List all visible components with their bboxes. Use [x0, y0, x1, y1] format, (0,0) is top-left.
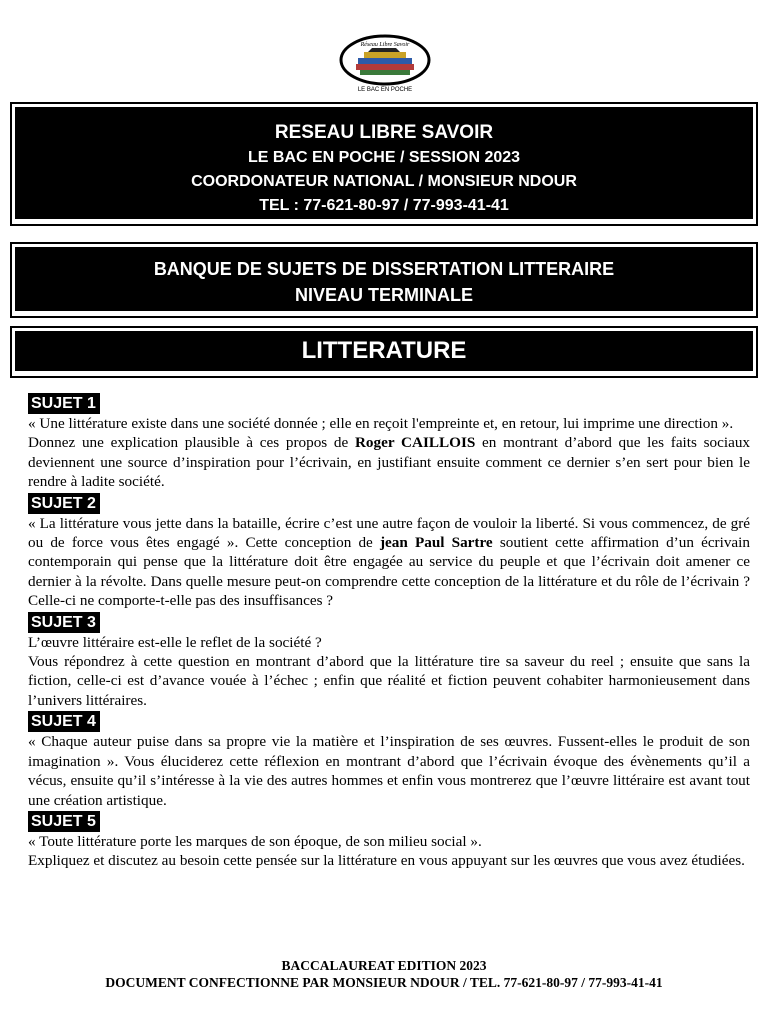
- subject-5: [28, 810, 750, 871]
- subject-2: [28, 492, 750, 611]
- footer-edition: BACCALAUREAT EDITION 2023: [281, 958, 487, 973]
- subject-label: SUJET 4: [28, 711, 100, 732]
- subject-instructions: Donnez une explication plausible à ces propos de Roger CAILLOIS en montrant d’abord que les faits sociaux deviennent une source d’inspiration pour l’écrivain, en justifiant ensuite comment ce dernier s’en sert pour bien le rendre à ladite société.: [28, 434, 751, 491]
- footer-credits: DOCUMENT CONFECTIONNE PAR MONSIEUR NDOUR / TEL. 77-621-80-97 / 77-993-41-41: [105, 975, 663, 990]
- phone-line: TEL : 77-621-80-97 / 77-993-41-41: [259, 197, 509, 214]
- subject-label: SUJET 3: [28, 612, 100, 633]
- subject-4: [28, 710, 750, 810]
- subject-quote: « Une littérature existe dans une société donnée ; elle en reçoit l'empreinte et, en retour, lui imprime une direction ».: [28, 415, 734, 432]
- books-logo-icon: [334, 34, 436, 94]
- author-name: jean Paul Sartre: [379, 534, 493, 552]
- bank-title: BANQUE DE SUJETS DE DISSERTATION LITTERAIRE: [153, 259, 615, 279]
- session-line: LE BAC EN POCHE / SESSION 2023: [247, 149, 521, 166]
- subject-1: [28, 392, 750, 492]
- subject-instructions: Vous répondrez à cette question en montrant d’abord que la littérature tire sa saveur du reel ; ensuite que sans la fiction, celle-ci est d’avance vouée à l’échec ; enfin que réalité et fiction peuvent cohabiter harmonieusement dans l’univers littéraires.: [28, 653, 750, 709]
- subject-label: SUJET 1: [28, 393, 100, 414]
- bank-banner: [10, 242, 758, 318]
- section-banner: [10, 326, 758, 378]
- subject-label: SUJET 2: [28, 493, 100, 514]
- author-name: Roger CAILLOIS: [354, 434, 476, 452]
- level-title: NIVEAU TERMINALE: [294, 285, 473, 305]
- section-title: LITTERATURE: [15, 331, 753, 371]
- subject-question: L’œuvre littéraire est-elle le reflet de la société ?: [28, 633, 322, 651]
- org-name: RESEAU LIBRE SAVOIR: [274, 122, 494, 143]
- subject-text: « La littérature vous jette dans la bataille, écrire c’est une autre façon de vouloir la liberté. Si vous commencez, de gré ou de force vous êtes engagé ». Cette conception de jean Paul Sartre soutient cette affirmation d’un écrivain contemporain qui pense que la littérature doit être engagée au service du peuple et que l’écrivain doit amener ce dernier à la révolte. Dans quelle mesure peut-on comprendre cette conception de la littérature et du rôle de l’écrivain ? Celle-ci ne comporte-t-elle pas des insuffisances ?: [28, 514, 750, 610]
- logo: [334, 34, 436, 94]
- subject-text: « Chaque auteur puise dans sa propre vie la matière et l’inspiration de ses œuvres. Fussent-elles le produit de son imagination ». Vous éluciderez cette réflexion en montrant d’abord que l’écrivain évoque des évènements qu’il a vécus, ensuite qu’il s’intéresse à la vie des autres hommes et enfin vous montrerez que l’œuvre littéraire est avant tout une création artistique.: [28, 733, 750, 809]
- subjects-list: [28, 392, 750, 871]
- subject-instructions: Expliquez et discutez au besoin cette pensée sur la littérature en vous appuyant sur les œuvres que vous avez étudiées.: [28, 852, 745, 870]
- subject-label: SUJET 5: [28, 811, 100, 832]
- subject-3: [28, 611, 750, 711]
- header-banner: [10, 102, 758, 226]
- coordinator-line: COORDONATEUR NATIONAL / MONSIEUR NDOUR: [191, 173, 577, 190]
- svg-text:Réseau Libre Savoir: Réseau Libre Savoir: [360, 42, 410, 48]
- svg-text:LE BAC EN POCHE: LE BAC EN POCHE: [357, 87, 413, 93]
- footer: [0, 957, 768, 991]
- subject-quote: « Toute littérature porte les marques de son époque, de son milieu social ».: [28, 832, 482, 850]
